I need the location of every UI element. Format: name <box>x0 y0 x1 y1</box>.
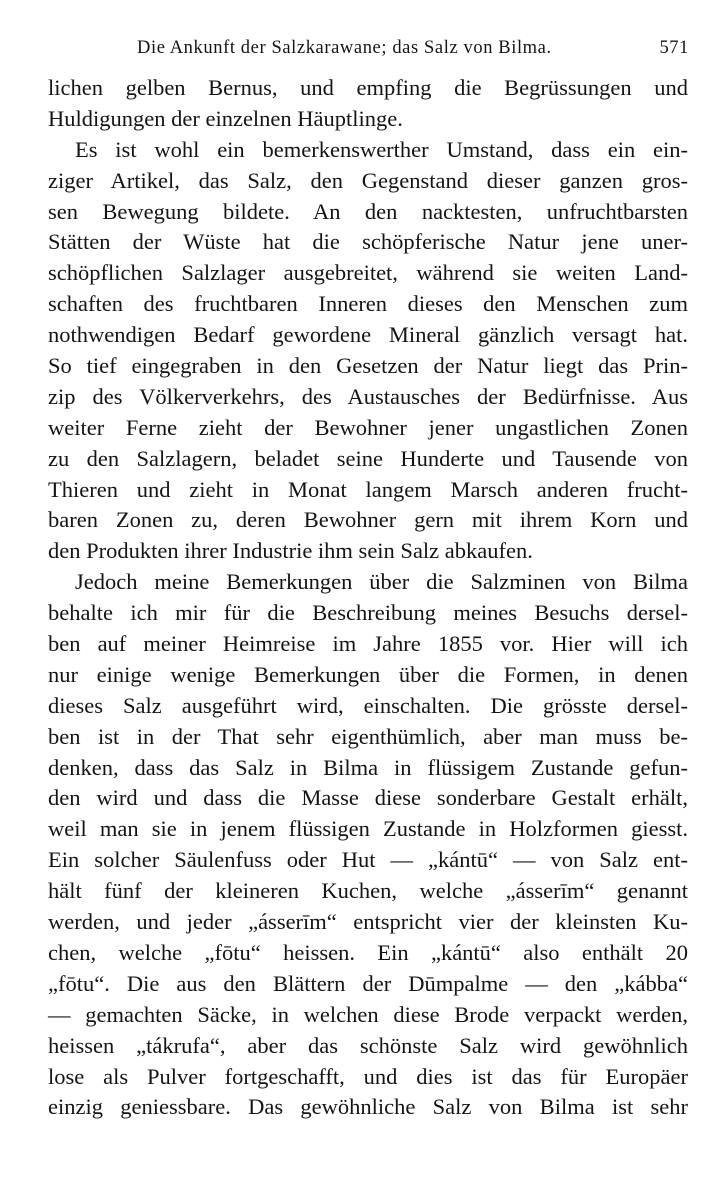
text-line: So tief eingegraben in den Gesetzen der Natur liegt das Prin- <box>48 353 688 379</box>
text-line: lose als Pulver fortgeschafft, und dies ist das für Europäer <box>48 1063 688 1089</box>
text-line: den wird und dass die Masse diese sonderbare Gestalt erhält, <box>48 785 688 811</box>
text-line: Thieren und zieht in Monat langem Marsch anderen frucht- <box>48 476 688 502</box>
text-line: baren Zonen zu, deren Bewohner gern mit ihrem Korn und <box>48 507 688 533</box>
text-line: nur einige wenige Bemerkungen über die Formen, in denen <box>48 661 688 687</box>
text-line: zu den Salzlagern, beladet seine Hunderte und Tausende von <box>48 445 688 471</box>
text-line: heissen „tákrufa“, aber das schönste Salz wird gewöhnlich <box>48 1032 688 1058</box>
text-line: Stätten der Wüste hat die schöpferische Natur jene uner- <box>48 229 688 255</box>
page-number: 571 <box>659 38 689 58</box>
body-text <box>48 73 688 1123</box>
text-line: sen Bewegung bildete. An den nacktesten, unfruchtbarsten <box>48 198 688 224</box>
text-line: denken, dass das Salz in Bilma in flüssigem Zustande gefun- <box>48 754 688 780</box>
text-line: zip des Völkerverkehrs, des Austausches der Bedürfnisse. Aus <box>48 383 688 409</box>
text-line: dieses Salz ausgeführt wird, einschalten. Die grösste dersel- <box>48 692 688 718</box>
text-line: „fōtu“. Die aus den Blättern der Dūmpalme — den „kábba“ <box>48 970 688 996</box>
text-line: hält fünf der kleineren Kuchen, welche „ásserīm“ genannt <box>48 878 688 904</box>
text-line: den Produkten ihrer Industrie ihm sein Salz abkaufen. <box>48 538 533 564</box>
text-line: Ein solcher Säulenfuss oder Hut — „kántū“ — von Salz ent- <box>48 847 688 873</box>
text-line: einzig geniessbare. Das gewöhnliche Salz von Bilma ist sehr <box>48 1094 688 1120</box>
text-line: ben auf meiner Heimreise im Jahre 1855 vor. Hier will ich <box>48 631 688 657</box>
text-line: ziger Artikel, das Salz, den Gegenstand dieser ganzen gros- <box>48 167 688 193</box>
text-line: schöpflichen Salzlager ausgebreitet, während sie weiten Land- <box>48 260 688 286</box>
text-line: Huldigungen der einzelnen Häuptlinge. <box>48 105 403 131</box>
text-line: weil man sie in jenem flüssigen Zustande in Holzformen giesst. <box>48 816 688 842</box>
running-head <box>137 36 697 60</box>
text-line: — gemachten Säcke, in welchen diese Brode verpackt werden, <box>48 1001 688 1027</box>
text-line: ben ist in der That sehr eigenthümlich, aber man muss be- <box>48 723 688 749</box>
text-line: behalte ich mir für die Beschreibung meines Besuchs dersel- <box>48 600 688 626</box>
text-line: schaften des fruchtbaren Inneren dieses den Menschen zum <box>48 291 688 317</box>
text-line: lichen gelben Bernus, und empfing die Begrüssungen und <box>48 75 688 100</box>
running-head-title: Die Ankunft der Salzkarawane; das Salz von Bilma. <box>137 38 552 58</box>
text-line: weiter Ferne zieht der Bewohner jener ungastlichen Zonen <box>48 414 688 440</box>
text-line: Es ist wohl ein bemerkenswerther Umstand, dass ein ein- <box>75 136 688 162</box>
text-line: werden, und jeder „ásserīm“ entspricht vier der kleinsten Ku- <box>48 909 688 935</box>
text-line: Jedoch meine Bemerkungen über die Salzminen von Bilma <box>75 569 688 595</box>
text-line: nothwendigen Bedarf gewordene Mineral gänzlich versagt hat. <box>48 322 688 348</box>
text-line: chen, welche „fōtu“ heissen. Ein „kántū“ also enthält 20 <box>48 939 688 965</box>
